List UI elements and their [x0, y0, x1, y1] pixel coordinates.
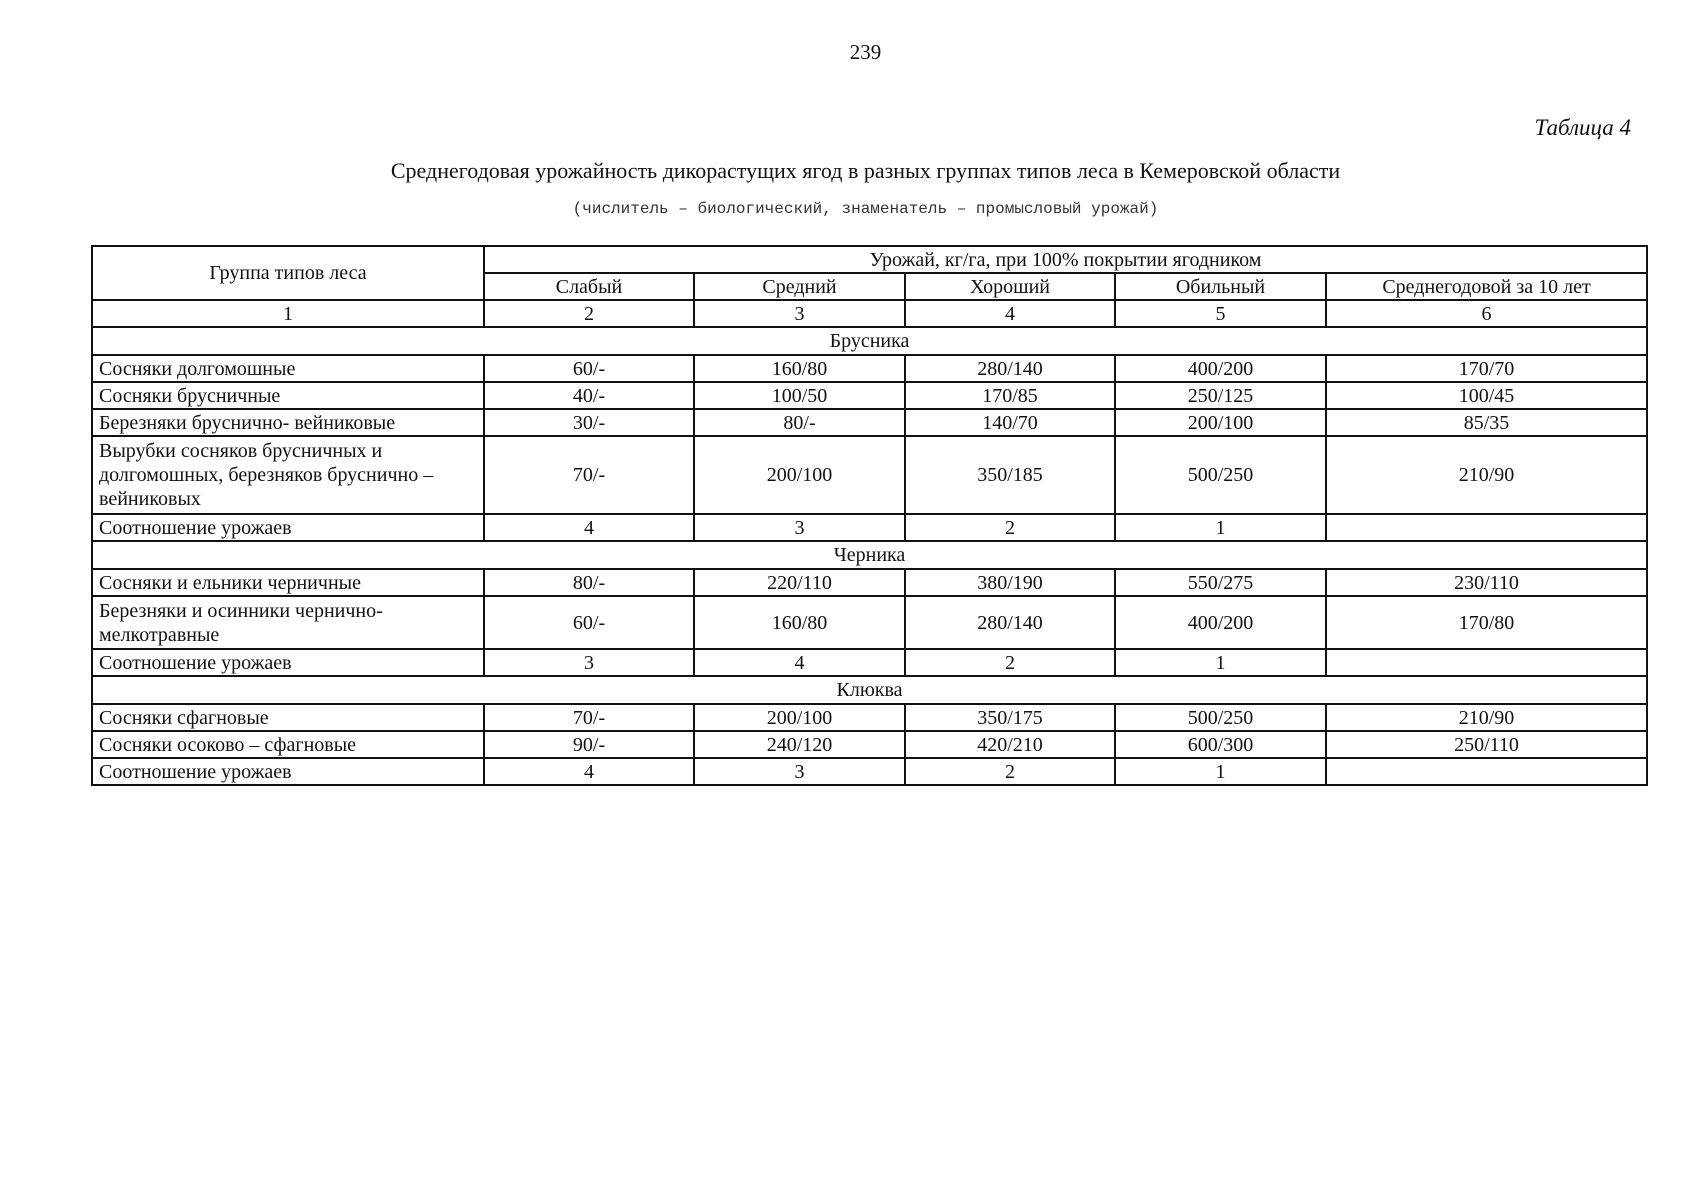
yield-cell: 420/210 — [905, 731, 1115, 758]
yield-cell: 280/140 — [905, 355, 1115, 382]
section-row — [92, 327, 1647, 355]
yield-cell: 60/- — [484, 596, 694, 649]
yield-cell: 70/- — [484, 704, 694, 731]
yield-cell — [1326, 514, 1647, 541]
yield-cell: 210/90 — [1326, 704, 1647, 731]
yield-cell: 170/70 — [1326, 355, 1647, 382]
yield-cell: 80/- — [694, 409, 905, 436]
table-label: Таблица 4 — [1534, 115, 1631, 140]
forest-group-cell: Сосняки и ельники черничные — [92, 569, 484, 596]
yield-cell: 100/45 — [1326, 382, 1647, 409]
forest-group-cell: Сосняки долгомошные — [92, 355, 484, 382]
section-row — [92, 676, 1647, 704]
document-title: Среднегодовая урожайность дикорастущих ягод в разных группах типов леса в Кемеровской области — [390, 158, 1341, 183]
yield-cell: 100/50 — [694, 382, 905, 409]
column-number: 4 — [905, 300, 1115, 327]
yield-cell: 230/110 — [1326, 569, 1647, 596]
section-title: Брусника — [92, 327, 1647, 355]
table-row — [92, 355, 1647, 382]
table-row — [92, 382, 1647, 409]
page-number: 239 — [849, 40, 882, 64]
forest-group-cell: Соотношение урожаев — [92, 649, 484, 676]
yield-cell: 500/250 — [1115, 436, 1326, 514]
table-row — [92, 409, 1647, 436]
yield-cell — [1326, 649, 1647, 676]
yield-cell: 40/- — [484, 382, 694, 409]
yield-cell: 250/110 — [1326, 731, 1647, 758]
yield-table — [91, 245, 1648, 786]
yield-cell: 280/140 — [905, 596, 1115, 649]
forest-group-cell: Сосняки осоково – сфагновые — [92, 731, 484, 758]
yield-cell: 170/80 — [1326, 596, 1647, 649]
yield-cell: 200/100 — [694, 704, 905, 731]
yield-cell: 350/175 — [905, 704, 1115, 731]
table-row — [92, 569, 1647, 596]
group-header: Группа типов леса — [92, 246, 484, 300]
column-header: Среднегодовой за 10 лет — [1326, 273, 1647, 300]
column-number: 6 — [1326, 300, 1647, 327]
yield-cell: 600/300 — [1115, 731, 1326, 758]
section-title: Клюква — [92, 676, 1647, 704]
section-row — [92, 541, 1647, 569]
table-row — [92, 758, 1647, 785]
forest-group-cell: Вырубки сосняков брусничных и долгомошных, березняков бруснично – вейниковых — [92, 436, 484, 514]
yield-cell: 400/200 — [1115, 596, 1326, 649]
yield-cell: 220/110 — [694, 569, 905, 596]
column-number: 5 — [1115, 300, 1326, 327]
table-row — [92, 596, 1647, 649]
yield-header: Урожай, кг/га, при 100% покрытии ягодником — [484, 246, 1647, 273]
yield-cell: 380/190 — [905, 569, 1115, 596]
forest-group-cell: Соотношение урожаев — [92, 514, 484, 541]
yield-cell: 30/- — [484, 409, 694, 436]
column-header: Средний — [694, 273, 905, 300]
yield-cell: 200/100 — [1115, 409, 1326, 436]
yield-cell: 160/80 — [694, 596, 905, 649]
yield-cell: 2 — [905, 758, 1115, 785]
forest-group-cell: Березняки бруснично- вейниковые — [92, 409, 484, 436]
yield-cell: 140/70 — [905, 409, 1115, 436]
yield-cell: 2 — [905, 514, 1115, 541]
forest-group-cell: Сосняки сфагновые — [92, 704, 484, 731]
yield-cell: 4 — [694, 649, 905, 676]
forest-group-cell: Соотношение урожаев — [92, 758, 484, 785]
yield-cell: 1 — [1115, 649, 1326, 676]
yield-cell: 500/250 — [1115, 704, 1326, 731]
yield-cell: 160/80 — [694, 355, 905, 382]
table-row — [92, 514, 1647, 541]
yield-cell: 3 — [484, 649, 694, 676]
column-number: 1 — [92, 300, 484, 327]
table-row — [92, 704, 1647, 731]
column-header: Хороший — [905, 273, 1115, 300]
yield-cell: 350/185 — [905, 436, 1115, 514]
yield-cell — [1326, 758, 1647, 785]
column-number: 3 — [694, 300, 905, 327]
yield-cell: 550/275 — [1115, 569, 1326, 596]
yield-cell: 240/120 — [694, 731, 905, 758]
column-header: Обильный — [1115, 273, 1326, 300]
yield-cell: 250/125 — [1115, 382, 1326, 409]
yield-cell: 210/90 — [1326, 436, 1647, 514]
table-row — [92, 436, 1647, 514]
yield-cell: 4 — [484, 514, 694, 541]
yield-cell: 400/200 — [1115, 355, 1326, 382]
yield-cell: 3 — [694, 514, 905, 541]
document-subtitle: (числитель – биологический, знаменатель – промысловый урожай) — [572, 200, 1159, 218]
yield-cell: 4 — [484, 758, 694, 785]
table-row — [92, 731, 1647, 758]
yield-cell: 90/- — [484, 731, 694, 758]
yield-cell: 170/85 — [905, 382, 1115, 409]
column-number: 2 — [484, 300, 694, 327]
yield-cell: 60/- — [484, 355, 694, 382]
yield-cell: 1 — [1115, 758, 1326, 785]
yield-cell: 80/- — [484, 569, 694, 596]
forest-group-cell: Сосняки брусничные — [92, 382, 484, 409]
section-title: Черника — [92, 541, 1647, 569]
table-row — [92, 649, 1647, 676]
yield-cell: 1 — [1115, 514, 1326, 541]
yield-cell: 70/- — [484, 436, 694, 514]
forest-group-cell: Березняки и осинники чернично-мелкотравные — [92, 596, 484, 649]
yield-cell: 3 — [694, 758, 905, 785]
yield-cell: 2 — [905, 649, 1115, 676]
yield-cell: 200/100 — [694, 436, 905, 514]
yield-cell: 85/35 — [1326, 409, 1647, 436]
column-header: Слабый — [484, 273, 694, 300]
